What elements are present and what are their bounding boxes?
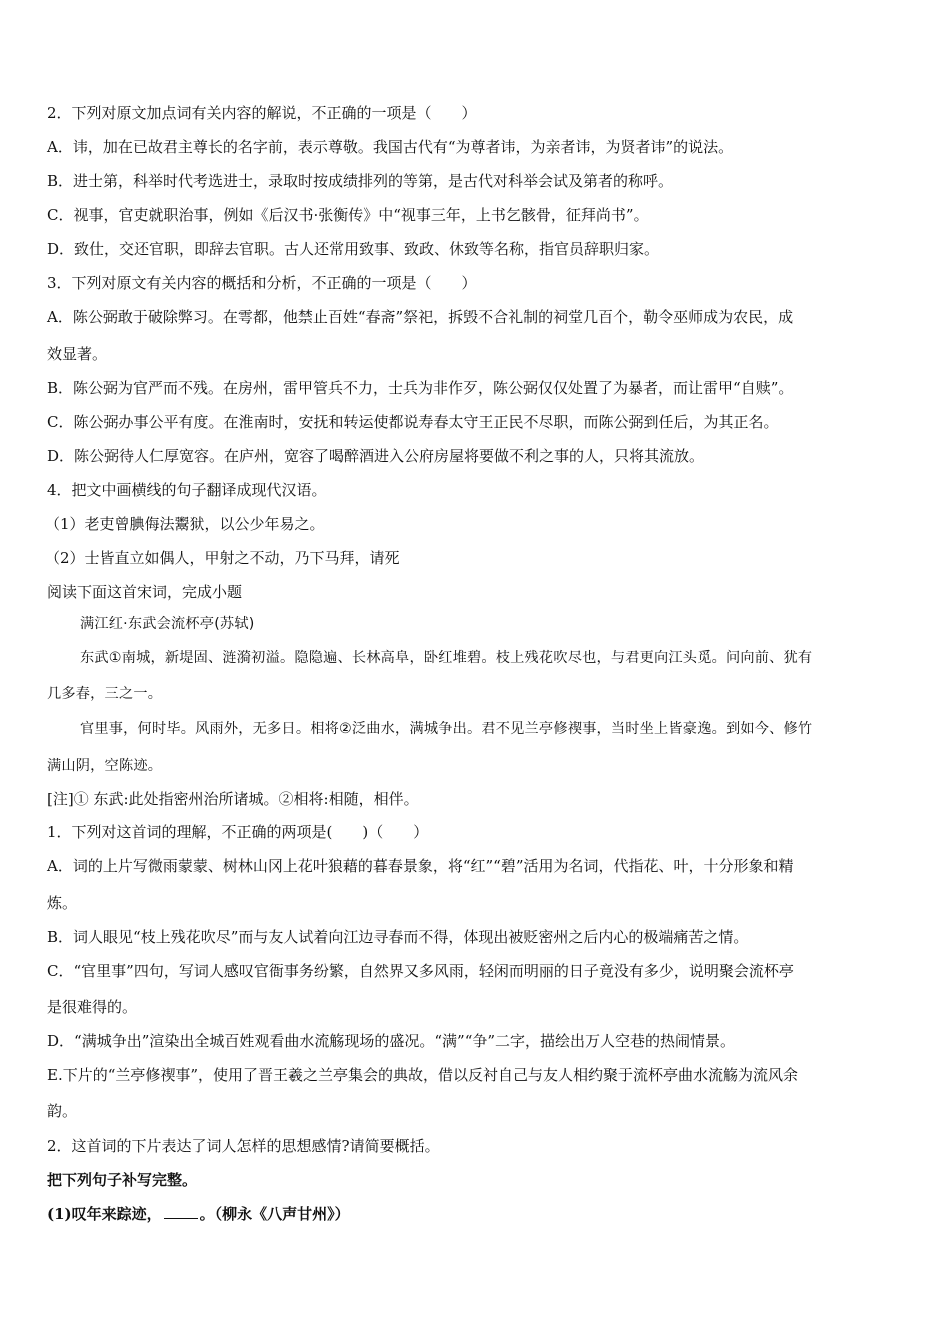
question-2-stem: 2．下列对原文加点词有关内容的解说，不正确的一项是（ ） [47, 104, 477, 122]
fill-in-item-1-prefix: (1)叹年来踪迹， [47, 1205, 162, 1223]
question-4-sentence-2: （2）士皆直立如偶人，甲射之不动，乃下马拜，请死 [45, 549, 400, 567]
question-3-option-d: D．陈公弼待人仁厚宽容。在庐州，宽容了喝醉酒进入公府房屋将要做不利之事的人，只将其流放。 [47, 447, 705, 465]
question-2-option-b: B．进士第，科举时代考选进士，录取时按成绩排列的等第，是古代对科举会试及第者的称呼。 [47, 172, 674, 190]
poem-question-1-option-a-line1: A．词的上片写微雨蒙蒙、树林山冈上花叶狼藉的暮春景象，将“红”“碧”活用为名词，代指花、叶，十分形象和精 [47, 857, 794, 875]
question-2-option-a: A．讳，加在已故君主尊长的名字前，表示尊敬。我国古代有“为尊者讳，为亲者讳，为贤者讳”的说法。 [47, 138, 734, 156]
poem-stanza-2-line1: 官里事，何时毕。风雨外，无多日。相将②泛曲水，满城争出。君不见兰亭修禊事，当时坐上皆豪逸。到如今、修竹 [80, 721, 813, 737]
question-3-option-a-line2: 效显著。 [47, 345, 108, 363]
question-3-option-c: C．陈公弼办事公平有度。在淮南时，安抚和转运使都说寿春太守王正民不尽职，而陈公弼到任后，为其正名。 [47, 413, 779, 431]
question-2-option-d: D．致仕，交还官职，即辞去官职。古人还常用致事、致政、休致等名称，指官员辞职归家。 [47, 240, 660, 258]
poem-question-1-option-e-line1: E.下片的“兰亭修禊事”，使用了晋王羲之兰亭集会的典故，借以反衬自己与友人相约聚于流杯亭曲水流觞为流风余 [47, 1066, 799, 1084]
poem-question-2: 2．这首词的下片表达了词人怎样的思想感情?请简要概括。 [47, 1137, 440, 1155]
poem-question-1-option-c-line2: 是很难得的。 [47, 998, 138, 1016]
poem-question-1-option-c-line1: C．“官里事”四句，写词人感叹官衙事务纷繁，自然界又多风雨，轻闲而明丽的日子竟没有多少，说明聚会流杯亭 [47, 962, 794, 980]
fill-in-item-1 [47, 1204, 907, 1224]
question-3-stem: 3．下列对原文有关内容的概括和分析，不正确的一项是（ ） [47, 274, 477, 292]
question-4-stem: 4．把文中画横线的句子翻译成现代汉语。 [47, 481, 327, 499]
fill-in-heading: 把下列句子补写完整。 [47, 1171, 198, 1189]
poem-question-1-option-d: D．“满城争出”渲染出全城百姓观看曲水流觞现场的盛况。“满”“争”二字，描绘出万人空巷的热闹情景。 [47, 1032, 736, 1050]
poem-stanza-1-line2: 几多春，三之一。 [47, 686, 163, 702]
fill-in-blank[interactable] [164, 1204, 198, 1219]
question-4-sentence-1: （1）老吏曾腆侮法鬻狱，以公少年易之。 [45, 515, 325, 533]
poem-stanza-2-line2: 满山阴，空陈迹。 [47, 758, 163, 774]
poem-question-1-option-e-line2: 韵。 [47, 1102, 78, 1120]
poem-stanza-1-line1: 东武①南城，新堤固、涟漪初溢。隐隐遍、长林高阜，卧红堆碧。枝上残花吹尽也，与君更向江头觅。问向前、犹有 [80, 650, 813, 666]
question-3-option-a-line1: A．陈公弼敢于破除弊习。在雩都，他禁止百姓“春斋”祭祀，拆毁不合礼制的祠堂几百个，勒令巫师成为农民，成 [47, 308, 794, 326]
poem-note: [注]① 东武:此处指密州治所诸城。②相将:相随，相伴。 [47, 790, 419, 808]
poem-intro: 阅读下面这首宋词，完成小题 [47, 583, 243, 601]
poem-question-1-option-a-line2: 炼。 [47, 894, 78, 912]
fill-in-item-1-suffix: 。（柳永《八声甘州》） [199, 1205, 350, 1223]
poem-title: 满江红·东武会流杯亭(苏轼) [80, 616, 255, 632]
poem-question-1-stem: 1．下列对这首词的理解，不正确的两项是( )（ ） [47, 823, 429, 841]
question-2-option-c: C．视事，官吏就职治事，例如《后汉书·张衡传》中“视事三年，上书乞骸骨，征拜尚书”。 [47, 206, 649, 224]
poem-question-1-option-b: B．词人眼见“枝上残花吹尽”而与友人试着向江边寻春而不得，体现出被贬密州之后内心的极端痛苦之情。 [47, 928, 749, 946]
question-3-option-b: B．陈公弼为官严而不残。在房州，雷甲管兵不力，士兵为非作歹，陈公弼仅仅处置了为暴者，而让雷甲“自赎”。 [47, 379, 794, 397]
